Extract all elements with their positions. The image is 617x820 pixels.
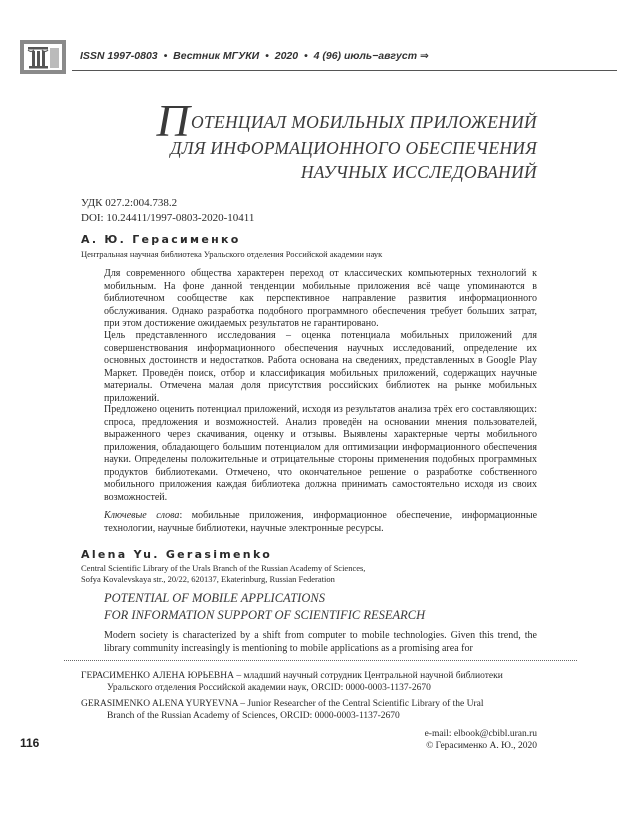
arrow-icon: ⇒ xyxy=(419,50,429,62)
keywords-label: Ключевые слова xyxy=(104,510,180,521)
footnote-author-ru: ГЕРАСИМЕНКО АЛЕНА ЮРЬЕВНА – младший научный сотрудник Центральной научной библиотеки Уральского отделения Российской академии наук, ORCID: 0000-0003-1137-2670 xyxy=(81,671,503,693)
keywords xyxy=(104,510,537,535)
year: 2020 xyxy=(274,50,299,62)
contact-block xyxy=(425,728,537,752)
article-title xyxy=(117,95,537,184)
author-affiliation-en: Central Scientific Library of the Urals Branch of the Russian Academy of Sciences, Sofya Kovalevskaya str., 20/22, 620137, Ekaterinburg, Russian Federation xyxy=(81,563,366,584)
page-number: 116 xyxy=(20,736,40,750)
abstract-paragraph: Предложено оценить потенциал приложений, исходя из результатов анализа трёх его составляющих: спроса, предложения и возможностей. Анализ проведён на основании мнения пользователей, выраженного через скачивания, оценку и отзывы. Выявлены характерные черты мобильного приложения, обладающего большим потенциалом для оптимизации информационного обеспечения науки. Определены положительные и отрицательные стороны применения подобных программных продуктов библиотеками. Отмечено, что окончательное решение о разработке собственного мобильного приложения каждая библиотека должна принимать самостоятельно исходя из своих возможностей. xyxy=(104,404,537,503)
doi: DOI: 10.24411/1997-0803-2020-10411 xyxy=(81,212,255,224)
abstract-paragraph: Цель представленного исследования – оценка потенциала мобильных приложений для совершенствования информационного обеспечения научных исследований, определение их основных достоинств и недостатков. Работа основана на сведениях, представленных в Google Play Маркет. Проведён поиск, отбор и классификация мобильных приложений, содержащих научные материалы. Отмечена малая доля присутствия российских библиотек на рынке мобильных приложений. xyxy=(104,330,537,404)
running-header: ISSN 1997-0803 • Вестник МГУКИ • 2020 • 4 (96) июль−август ⇒ xyxy=(80,50,429,62)
footnote-author-en: GERASIMENKO ALENA YURYEVNA – Junior Researcher of the Central Scientific Library of the Ural Branch of the Russian Academy of Sciences, ORCID: 0000-0003-1137-2670 xyxy=(81,699,484,721)
issn: ISSN 1997-0803 xyxy=(80,50,158,62)
udk-doi-block xyxy=(81,196,254,226)
footnote-divider xyxy=(64,660,577,661)
author-affiliation-ru: Центральная научная библиотека Уральского отделения Российской академии наук xyxy=(81,249,383,259)
author-name-en: Alena Yu. Gerasimenko xyxy=(81,548,273,561)
abstract-paragraph: Для современного общества характерен переход от классических компьютерных технологий к мобильным. На фоне данной тенденции мобильные приложения всё чаще упоминаются в библиотечном сообществе как перспективное направление развития информационного обслуживания. Однако разработка подобного программного обеспечения требует больших затрат, при этом достижение ожидаемых результатов не гарантировано. xyxy=(104,268,537,329)
header-rule xyxy=(72,70,617,71)
author-name-ru: А. Ю. Герасименко xyxy=(81,233,241,246)
journal-name: Вестник МГУКИ xyxy=(173,50,260,62)
abstract-en: Modern society is characterized by a shift from computer to mobile technologies. Given this trend, the library community increasingly is mentioning to mobile applications as a promising area for xyxy=(104,630,537,654)
article-title-en xyxy=(104,590,425,624)
title-line-1: ПОТЕНЦИАЛ МОБИЛЬНЫХ ПРИЛОЖЕНИЙ xyxy=(156,95,537,146)
title-en-line-1: POTENTIAL OF MOBILE APPLICATIONS xyxy=(104,591,325,605)
title-dropcap: П xyxy=(156,95,191,146)
issue: 4 (96) июль−август xyxy=(313,50,418,62)
copyright: © Герасименко А. Ю., 2020 xyxy=(426,741,537,751)
email[interactable]: e-mail: elbook@cbibl.uran.ru xyxy=(424,729,537,739)
title-en-line-2: FOR INFORMATION SUPPORT OF SCIENTIFIC RESEARCH xyxy=(104,608,426,622)
title-line-2: ДЛЯ ИНФОРМАЦИОННОГО ОБЕСПЕЧЕНИЯ xyxy=(170,138,537,158)
journal-logo-icon xyxy=(20,40,66,74)
udk: УДК 027.2:004.738.2 xyxy=(81,197,178,209)
keywords-text: : мобильные приложения, информационное обеспечение, информационные технологии, научные библиотеки, научные электронные ресурсы. xyxy=(104,510,538,534)
title-line-3: НАУЧНЫХ ИССЛЕДОВАНИЙ xyxy=(300,162,537,182)
